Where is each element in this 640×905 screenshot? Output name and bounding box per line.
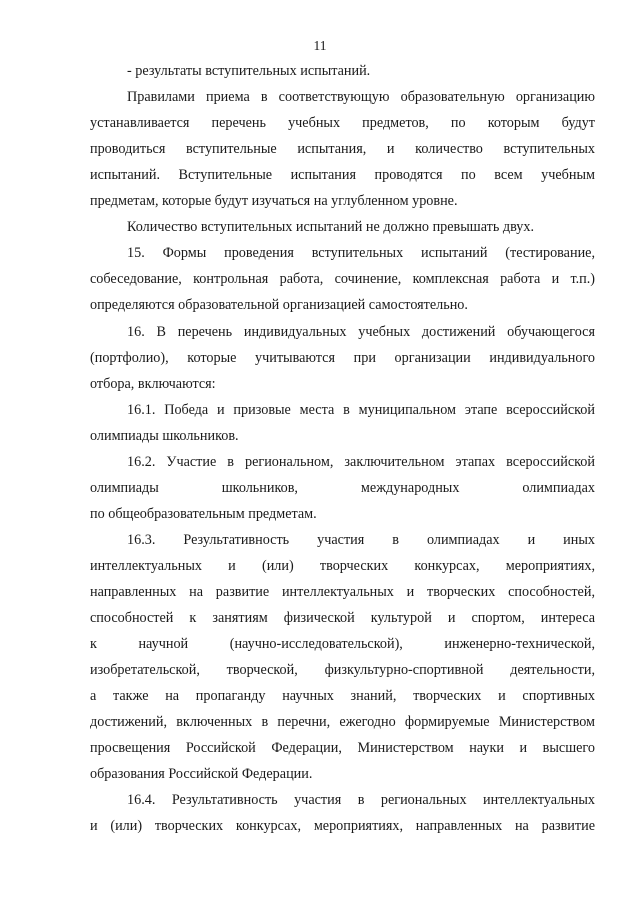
text-line: просвещения Российской Федерации, Министерством науки и высшего [90,740,595,757]
text-line: 15. Формы проведения вступительных испытаний (тестирование, [127,245,595,262]
text-line: к научной (научно-исследовательской), инженерно-технической, [90,636,595,653]
text-line: - результаты вступительных испытаний. [127,63,371,79]
text-line: а также на пропаганду научных знаний, творческих и спортивных [90,688,595,705]
text-line: направленных на развитие интеллектуальных и творческих способностей, [90,584,595,600]
text-line: достижений, включенных в перечни, ежегодно формируемые Министерством [90,714,595,731]
text-line: 16.4. Результативность участия в региональных интеллектуальных [127,792,595,809]
text-line: Правилами приема в соответствующую образовательную организацию [127,89,595,106]
text-line: предметам, которые будут изучаться на углубленном уровне. [90,193,458,210]
text-line: олимпиады школьников. [90,427,239,444]
text-line: 16.2. Участие в региональном, заключительном этапах всероссийской [127,453,595,470]
text-line: (портфолио), которые учитываются при организации индивидуального [90,349,595,366]
text-line: интеллектуальных и (или) творческих конкурсах, мероприятиях, [90,557,595,574]
text-line: собеседование, контрольная работа, сочинение, комплексная работа и т.п.) [90,271,595,288]
page-number: 11 [313,38,327,53]
text-line: Количество вступительных испытаний не должно превышать двух. [127,219,535,236]
text-line: способностей к занятиям физической культурой и спортом, интереса [90,610,595,627]
text-line: 16. В перечень индивидуальных учебных достижений обучающегося [127,323,595,340]
text-line: устанавливается перечень учебных предметов, по которым будут [90,115,595,132]
text-line: проводиться вступительные испытания, и количество вступительных [90,141,595,158]
text-line: 16.3. Результативность участия в олимпиадах и иных [127,531,595,548]
text-line: 16.1. Победа и призовые места в муниципальном этапе всероссийской [127,401,595,418]
text-line: изобретательской, творческой, физкультурно-спортивной деятельности, [90,662,595,679]
text-line: олимпиады школьников, международных олимпиадах [90,479,595,496]
text-line: по общеобразовательным предметам. [90,505,317,522]
text-line: образования Российской Федерации. [90,766,313,783]
text-line: и (или) творческих конкурсах, мероприятиях, направленных на развитие [90,818,595,835]
text-line: определяются образовательной организацией самостоятельно. [90,297,468,314]
text-line: испытаний. Вступительные испытания проводятся по всем учебным [90,167,595,184]
text-line: отбора, включаются: [90,375,216,392]
